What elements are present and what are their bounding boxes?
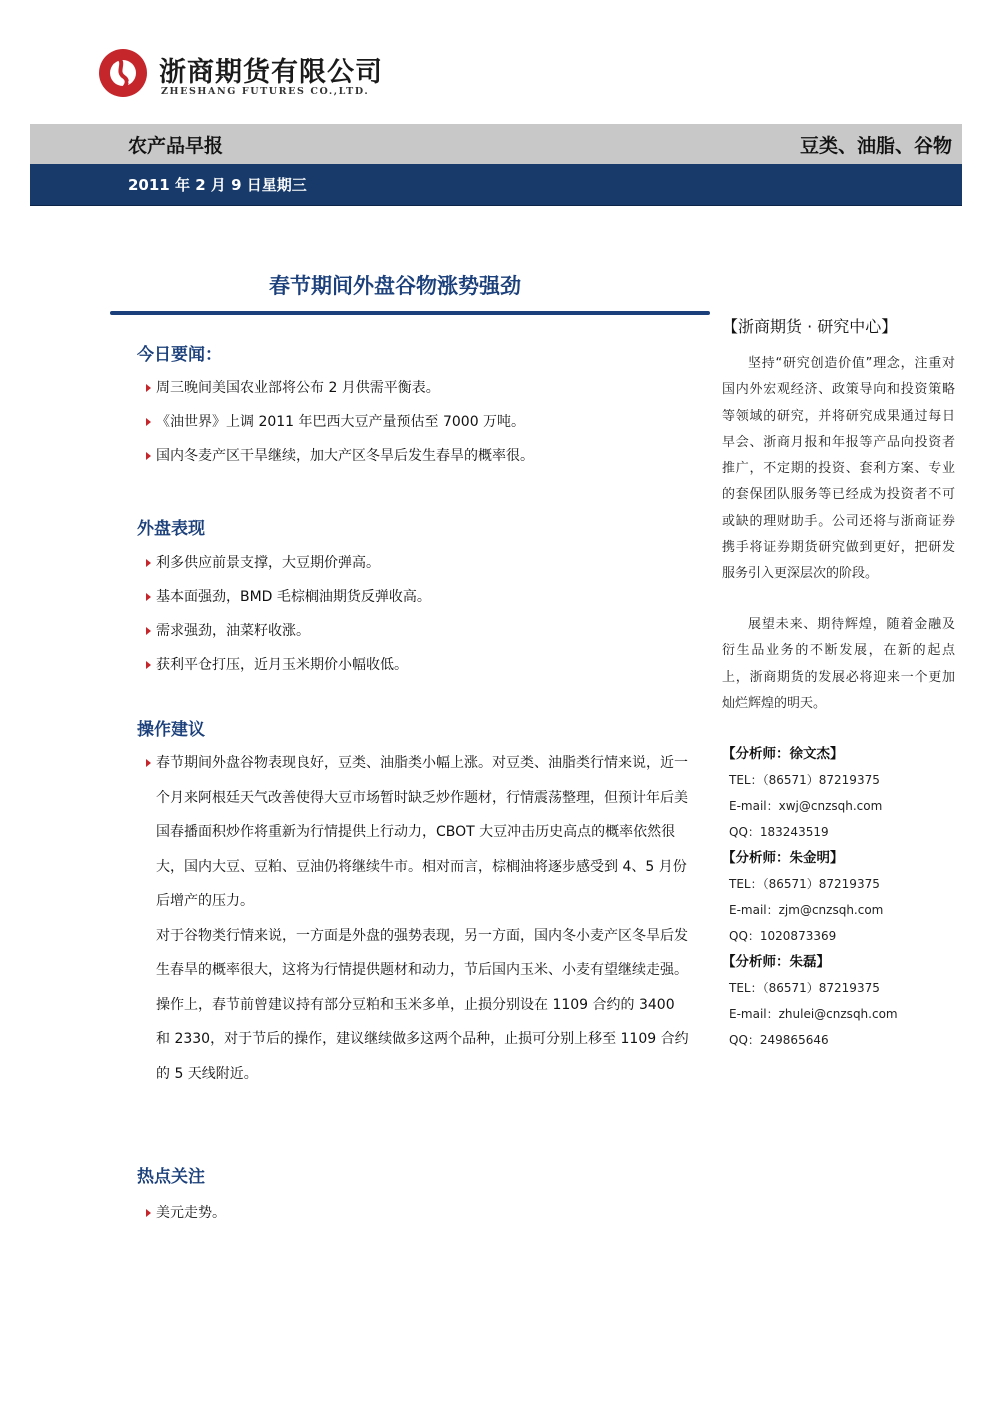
analyst-email[interactable]: E-mail：xwj@cnzsqh.com [729,799,883,813]
section-heading-advice: 操作建议 [137,720,205,740]
advice-paragraph: 对于谷物类行情来说，一方面是外盘的强势表现，另一方面，国内冬小麦产区冬旱后发生春旱的概率很大，这将为行情提供题材和动力，节后国内玉米、小麦有望继续走强。 [156,927,688,978]
list-item: 获利平仓打压，近月玉米期价小幅收低。 [146,648,691,682]
analyst-email[interactable]: E-mail：zjm@cnzsqh.com [729,903,884,917]
analyst-card [722,741,962,845]
advice-paragraph: 操作上，春节前曾建议持有部分豆粕和玉米多单，止损分别设在 1109 合约的 3400 和 2330，对于节后的操作，建议继续做多这两个品种，止损可分别上移至 1109 合约的 5 天线附近。 [156,996,689,1082]
analyst-card [722,949,962,1053]
report-category: 豆类、油脂、谷物 [799,135,952,157]
list-item: 美元走势。 [146,1196,691,1230]
header-band [30,124,962,164]
advice-body [146,746,691,1091]
title-divider [110,311,710,315]
page-title: 春节期间外盘谷物涨势强劲 [269,274,521,298]
company-logo [97,44,383,104]
analyst-qq: QQ：249865646 [729,1033,829,1047]
analyst-tel: TEL：（86571）87219375 [729,981,880,995]
report-date: 2011 年 2 月 9 日星期三 [128,176,307,194]
list-item: 需求强劲，油菜籽收涨。 [146,614,691,648]
section-heading-news: 今日要闻： [137,345,222,365]
zheshang-logo-mark-icon [97,47,149,99]
hot-list [146,1196,691,1230]
overseas-list [146,546,691,682]
research-center-heading: 【浙商期货 · 研究中心】 [722,317,898,336]
analyst-name: 【分析师：徐文杰】 [722,746,844,762]
analyst-email[interactable]: E-mail：zhulei@cnzsqh.com [729,1007,898,1021]
analyst-qq: QQ：1020873369 [729,929,837,943]
research-center-intro: 坚持“研究创造价值”理念，注重对国内外宏观经济、政策导向和投资策略等领域的研究，并将研究成果通过每日早会、浙商月报和年报等产品向投资者推广，不定期的投资、套利方案、专业的套保团队服务等已经成为投资者不可或缺的理财助手。公司还将与浙商证券携手将证券期货研究做到更好，把研发服务引入更深层次的阶段。 [722,356,955,582]
analyst-name: 【分析师：朱磊】 [722,954,830,970]
list-item: 国内冬麦产区干旱继续，加大产区冬旱后发生春旱的概率很。 [146,439,691,473]
advice-paragraph: 春节期间外盘谷物表现良好，豆类、油脂类小幅上涨。对豆类、油脂类行情来说，近一个月来阿根廷天气改善使得大豆市场暂时缺乏炒作题材，行情震荡整理，但预计年后美国春播面积炒作将重新为行情提供上行动力，CBOT 大豆冲击历史高点的概率依然很大，国内大豆、豆粕、豆油仍将继续牛市。相对而言，棕榈油将逐步感受到 4、5 月份后增产的压力。 [146,746,691,919]
analyst-card [722,845,962,949]
company-name-en: ZHESHANG FUTURES CO.,LTD. [161,86,370,97]
analyst-qq: QQ：183243519 [729,825,829,839]
list-item: 周三晚间美国农业部将公布 2 月供需平衡表。 [146,371,691,405]
list-item: 基本面强劲，BMD 毛棕榈油期货反弹收高。 [146,580,691,614]
company-name-cn: 浙商期货有限公司 [159,57,383,88]
analyst-tel: TEL：（86571）87219375 [729,773,880,787]
news-list [146,371,691,473]
research-center-outlook: 展望未来、期待辉煌，随着金融及衍生品业务的不断发展，在新的起点上，浙商期货的发展必将迎来一个更加灿烂辉煌的明天。 [722,617,955,711]
report-type: 农产品早报 [128,135,224,157]
section-heading-overseas: 外盘表现 [137,519,205,539]
analyst-tel: TEL：（86571）87219375 [729,877,880,891]
analyst-name: 【分析师：朱金明】 [722,850,844,866]
date-band [30,164,962,206]
list-item: 《油世界》上调 2011 年巴西大豆产量预估至 7000 万吨。 [146,405,691,439]
list-item: 利多供应前景支撑，大豆期价弹高。 [146,546,691,580]
section-heading-hot: 热点关注 [137,1167,205,1187]
